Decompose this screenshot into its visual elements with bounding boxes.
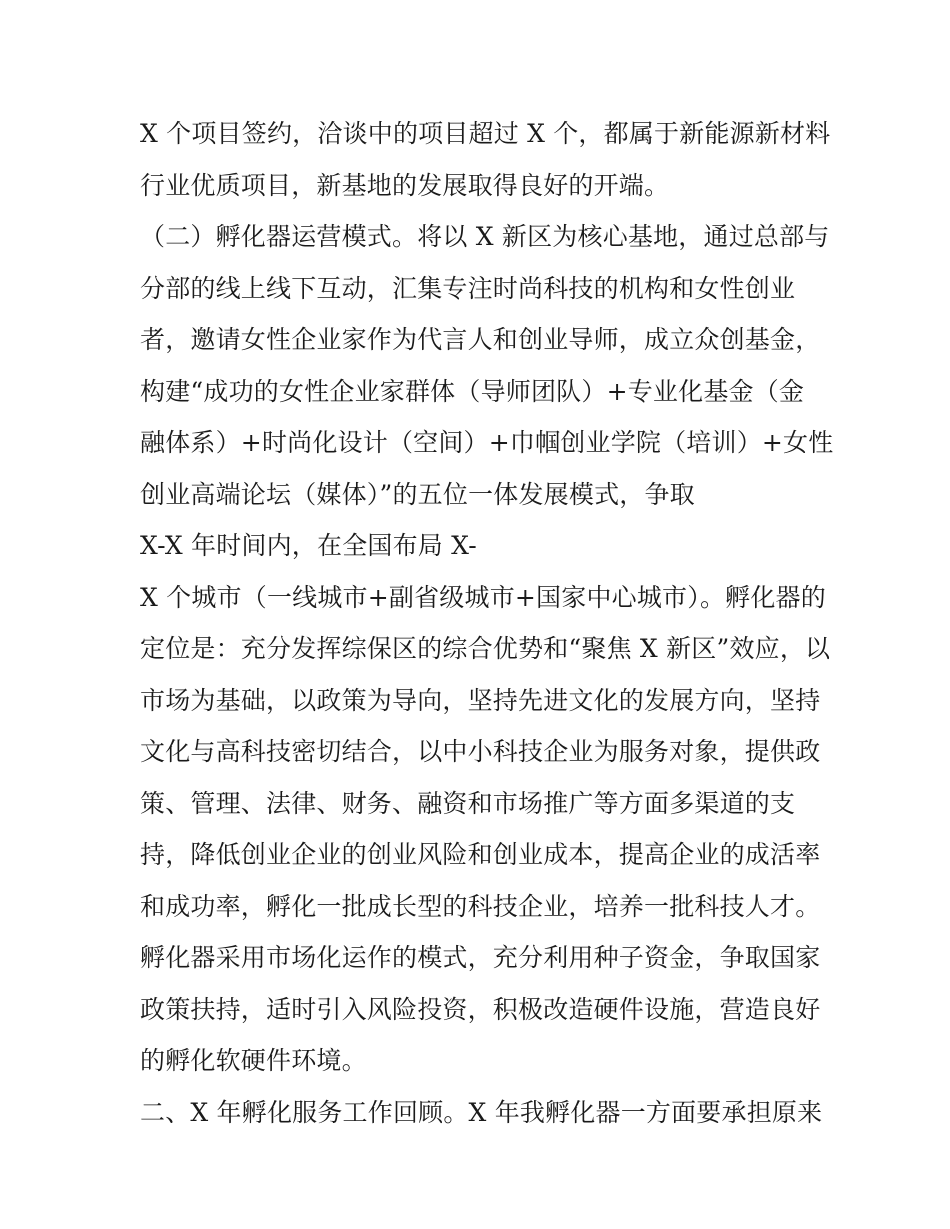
text-line: 孵化器采用市场化运作的模式，充分利用种子资金，争取国家: [140, 943, 821, 972]
text-line: （二）孵化器运营模式。将以 X 新区为核心基地，通过总部与: [140, 222, 830, 251]
text-line: X 个项目签约，洽谈中的项目超过 X 个，都属于新能源新材料: [140, 119, 831, 148]
text-line: 政策扶持，适时引入风险投资，积极改造硬件设施，营造良好: [140, 994, 821, 1024]
text-line: 定位是：充分发挥综保区的综合优势和“聚焦 X 新区”效应，以: [140, 634, 831, 663]
text-line: 市场为基础，以政策为导向，坚持先进文化的发展方向，坚持: [140, 685, 821, 715]
text-line: 二、X 年孵化服务工作回顾。X 年我孵化器一方面要承担原来: [140, 1097, 823, 1127]
text-line: 文化与高科技密切结合，以中小科技企业为服务对象，提供政: [140, 737, 821, 766]
text-line: 创业高端论坛（媒体）”的五位一体发展模式，争取: [140, 479, 695, 509]
text-line: 构建“成功的女性企业家群体（导师团队）+专业化基金（金: [140, 376, 805, 406]
text-line: 行业优质项目，新基地的发展取得良好的开端。: [140, 170, 670, 200]
text-line: 和成功率，孵化一批成长型的科技企业，培养一批科技人才。: [140, 891, 821, 921]
text-line: X-X 年时间内，在全国布局 X-: [140, 531, 477, 560]
text-line: 策、管理、法律、财务、融资和市场推广等方面多渠道的支: [140, 788, 796, 818]
text-line: 持，降低创业企业的创业风险和创业成本，提高企业的成活率: [140, 840, 821, 869]
body-text: [140, 108, 834, 1138]
text-line: 的孵化软硬件环境。: [140, 1046, 367, 1075]
text-line: 融体系）+时尚化设计（空间）+巾帼创业学院（培训）+女性: [140, 428, 834, 457]
text-line: 者，邀请女性企业家作为代言人和创业导师，成立众创基金，: [140, 325, 821, 354]
text-line: X 个城市（一线城市+副省级城市+国家中心城市）。孵化器的: [140, 582, 826, 612]
text-line: 分部的线上线下互动，汇集专注时尚科技的机构和女性创业: [140, 273, 796, 303]
